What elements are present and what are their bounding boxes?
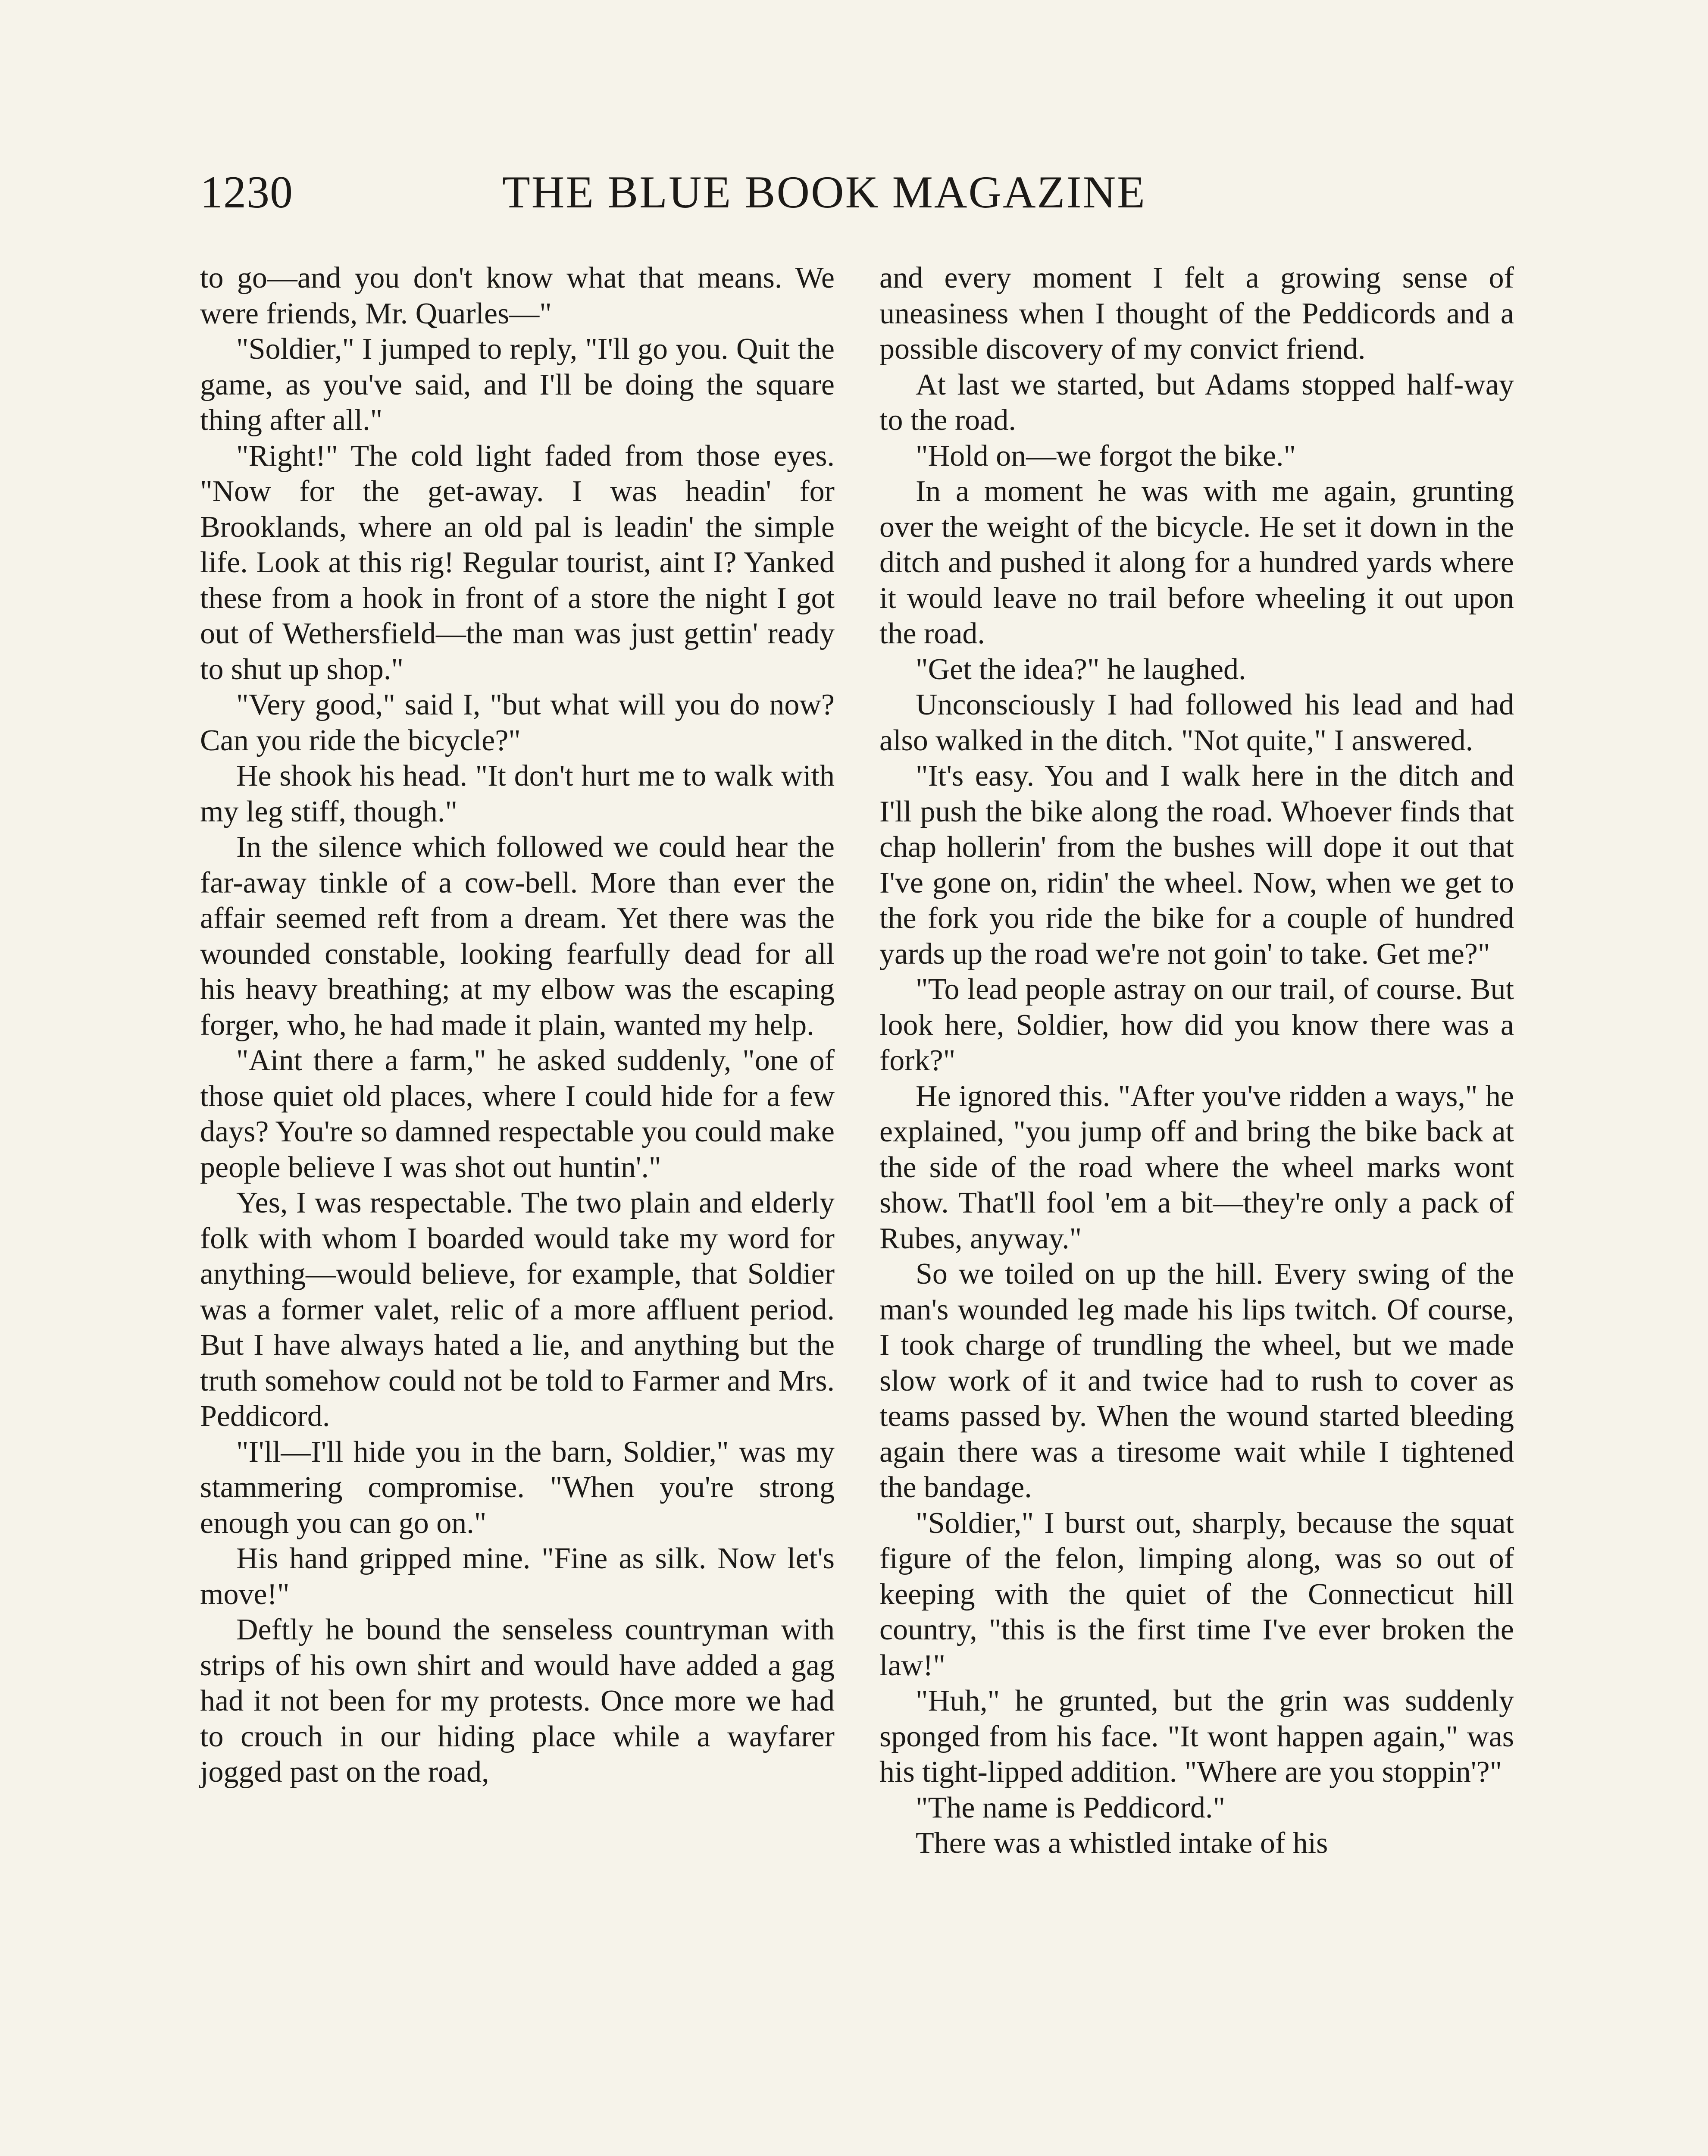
paragraph: In the silence which followed we could hear the far-away tinkle of a cow-bell. More than ever the affair seemed reft from a dream. Yet there was the wounded constable, looking fearfully dead for all his heavy breathing; at my elbow was the escaping forger, who, he had made it plain, wanted my help. — [200, 830, 835, 1042]
paragraph: "The name is Peddicord." — [916, 1791, 1226, 1824]
paragraph: At last we started, but Adams stopped half-way to the road. — [879, 368, 1514, 437]
magazine-title: THE BLUE BOOK MAGAZINE — [502, 167, 1146, 217]
paragraph: Unconsciously I had followed his lead and had also walked in the ditch. "Not quite," I answered. — [879, 688, 1514, 757]
paragraph: In a moment he was with me again, grunting over the weight of the bicycle. He set it down in the ditch and pushed it along for a hundred yards where it would leave no trail before wheeling it out upon the road. — [879, 475, 1514, 650]
paragraph: "Aint there a farm," he asked suddenly, "one of those quiet old places, where I could hide for a few days? You're so damned respectable you could make people believe I was shot out huntin'." — [200, 1044, 835, 1184]
paragraph: There was a whistled intake of his — [916, 1827, 1328, 1860]
paragraph: "To lead people astray on our trail, of course. But look here, Soldier, how did you know there was a fork?" — [879, 973, 1514, 1077]
paragraph: He shook his head. "It don't hurt me to walk with my leg stiff, though." — [200, 759, 835, 828]
paragraph: "It's easy. You and I walk here in the ditch and I'll push the bike along the road. Whoever finds that chap hollerin' from the bushes will dope it out that I've gone on, ridin' the wheel. Now, when we get to the fork you ride the bike for a couple of hundred yards up the road we're not goin' to take. Get me?" — [879, 759, 1514, 971]
paragraph: and every moment I felt a growing sense of uneasiness when I thought of the Peddicords and a possible discovery of my convict friend. — [879, 261, 1514, 366]
paragraph: Deftly he bound the senseless countryman with strips of his own shirt and would have added a gag had it not been for my protests. Once more we had to crouch in our hiding place while a wayfarer jogged past on the road, — [200, 1613, 835, 1789]
paragraph: "Get the idea?" he laughed. — [916, 652, 1246, 686]
paragraph: "Soldier," I burst out, sharply, because the squat figure of the felon, limping along, was so out of keeping with the quiet of the Connecticut hill country, "this is the first time I've ever broken the law!" — [879, 1506, 1514, 1682]
paragraph: "Right!" The cold light faded from those eyes. "Now for the get-away. I was headin' for Brooklands, where an old pal is leadin' the simple life. Look at this rig! Regular tourist, aint I? Yanked these from a hook in front of a store the night I got out of Wethersfield—the man was just gettin' ready to shut up shop." — [200, 439, 835, 686]
paragraph: He ignored this. "After you've ridden a ways," he explained, "you jump off and bring the bike back at the side of the road where the wheel marks wont show. That'll fool 'em a bit—they're only a pack of Rubes, anyway." — [879, 1079, 1514, 1255]
right-column — [879, 260, 1514, 1861]
left-column — [200, 260, 835, 1790]
paragraph: "Soldier," I jumped to reply, "I'll go you. Quit the game, as you've said, and I'll be doing the square thing after all." — [200, 332, 835, 437]
paragraph: His hand gripped mine. "Fine as silk. Now let's move!" — [200, 1542, 835, 1611]
paragraph: "Very good," said I, "but what will you do now? Can you ride the bicycle?" — [200, 688, 835, 757]
paragraph: "Huh," he grunted, but the grin was suddenly sponged from his face. "It wont happen again," was his tight-lipped addition. "Where are you stoppin'?" — [879, 1684, 1514, 1789]
paragraph: "I'll—I'll hide you in the barn, Soldier," was my stammering compromise. "When you're strong enough you can go on." — [200, 1435, 835, 1540]
paragraph: So we toiled on up the hill. Every swing of the man's wounded leg made his lips twitch. Of course, I took charge of trundling the wheel, but we made slow work of it and twice had to rush to cover as teams passed by. When the wound started bleeding again there was a tiresome wait while I tightened the bandage. — [879, 1257, 1514, 1504]
page-number: 1230 — [200, 167, 293, 217]
paragraph: Yes, I was respectable. The two plain and elderly folk with whom I boarded would take my word for anything—would believe, for example, that Soldier was a former valet, relic of a more affluent period. But I have always hated a lie, and anything but the truth somehow could not be told to Farmer and Mrs. Peddicord. — [200, 1186, 835, 1433]
paragraph: to go—and you don't know what that means. We were friends, Mr. Quarles—" — [200, 261, 835, 330]
paragraph: "Hold on—we forgot the bike." — [916, 439, 1296, 473]
